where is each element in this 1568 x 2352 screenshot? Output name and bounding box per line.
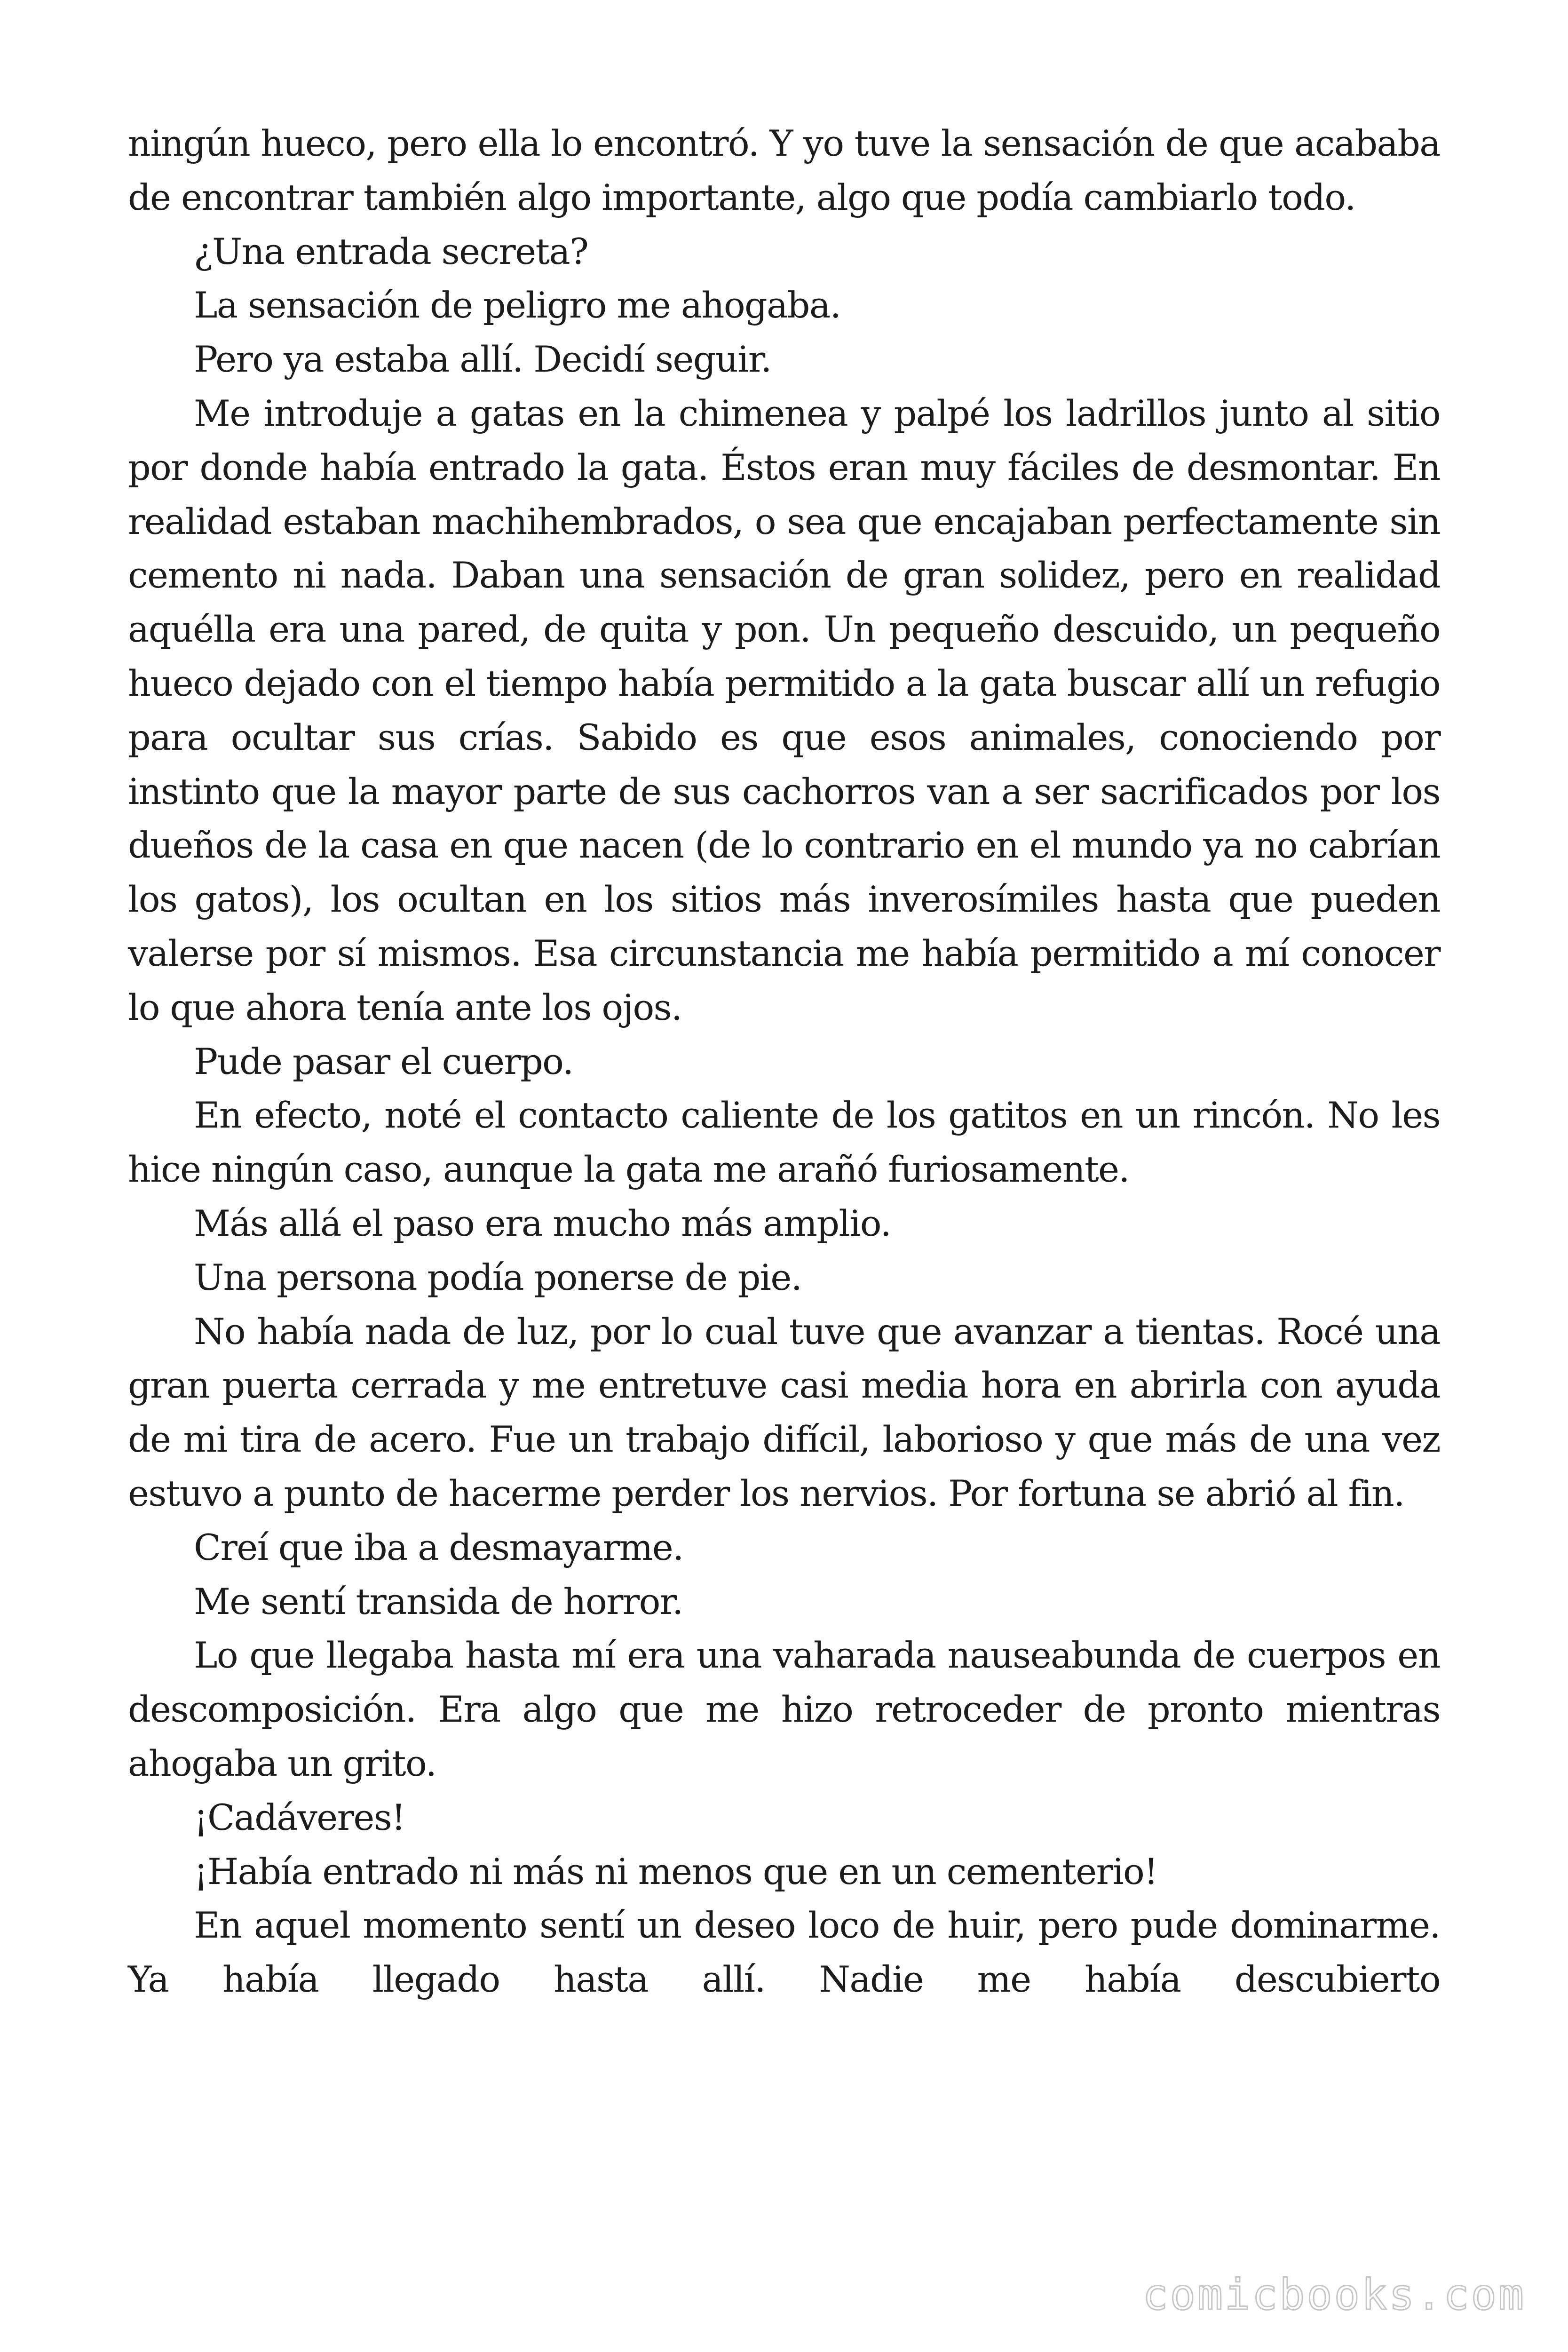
paragraph: Me sentí transida de horror. xyxy=(194,1580,683,1622)
paragraph: Me introduje a gatas en la chimenea y palpé los ladrillos junto al sitio por donde había entrado la gata. Éstos eran muy fáciles de desmontar. En realidad estaban machihembrados, o sea que encajaban perfectamente sin cemento ni nada. Daban una sensación de gran solidez, pero en realidad aquélla era una pared, de quita y pon. Un pequeño descuido, un pequeño hueco dejado con el tiempo había permitido a la gata buscar allí un refugio para ocultar sus crías. Sabido es que esos animales, conociendo por instinto que la mayor parte de sus cachorros van a ser sacrificados por los dueños de la casa en que nacen (de lo contrario en el mundo ya no cabrían los gatos), los ocultan en los sitios más inverosímiles hasta que pueden valerse por sí mismos. Esa circunstancia me había permitido a mí conocer lo que ahora tenía ante los ojos. xyxy=(128,392,1440,1028)
paragraph: Pude pasar el cuerpo. xyxy=(194,1040,573,1082)
paragraph: ¡Cadáveres! xyxy=(194,1796,405,1838)
paragraph: No había nada de luz, por lo cual tuve que avanzar a tientas. Rocé una gran puerta cerrada y me entretuve casi media hora en abrirla con ayuda de mi tira de acero. Fue un trabajo difícil, laborioso y que más de una vez estuvo a punto de hacerme perder los nervios. Por fortuna se abrió al fin. xyxy=(128,1310,1440,1514)
paragraph: En efecto, noté el contacto caliente de los gatitos en un rincón. No les hice ningún caso, aunque la gata me arañó furiosamente. xyxy=(128,1094,1440,1191)
paragraph: Más allá el paso era mucho más amplio. xyxy=(194,1202,891,1244)
paragraph: La sensación de peligro me ahogaba. xyxy=(194,284,841,326)
paragraph: Lo que llegaba hasta mí era una vaharada nauseabunda de cuerpos en descomposición. Era algo que me hizo retroceder de pronto mientras ahogaba un grito. xyxy=(128,1634,1440,1784)
paragraph-continues-next-page: En aquel momento sentí un deseo loco de huir, pero pude dominarme. Ya había llegado hasta allí. Nadie me había descubierto xyxy=(128,1904,1440,2001)
watermark-text: comicbooks.com xyxy=(1142,2270,1526,2320)
paragraph: ¡Había entrado ni más ni menos que en un cementerio! xyxy=(194,1850,1158,1892)
paragraph: Una persona podía ponerse de pie. xyxy=(194,1256,802,1298)
paragraph: Pero ya estaba allí. Decidí seguir. xyxy=(194,338,771,381)
paragraph-continuation: ningún hueco, pero ella lo encontró. Y yo tuve la sensación de que acababa de encontrar también algo importante, algo que podía cambiarlo todo. xyxy=(128,122,1440,218)
paragraph: ¿Una entrada secreta? xyxy=(194,230,588,272)
paragraph: Creí que iba a desmayarme. xyxy=(194,1526,683,1568)
book-page-text xyxy=(128,117,1440,2007)
